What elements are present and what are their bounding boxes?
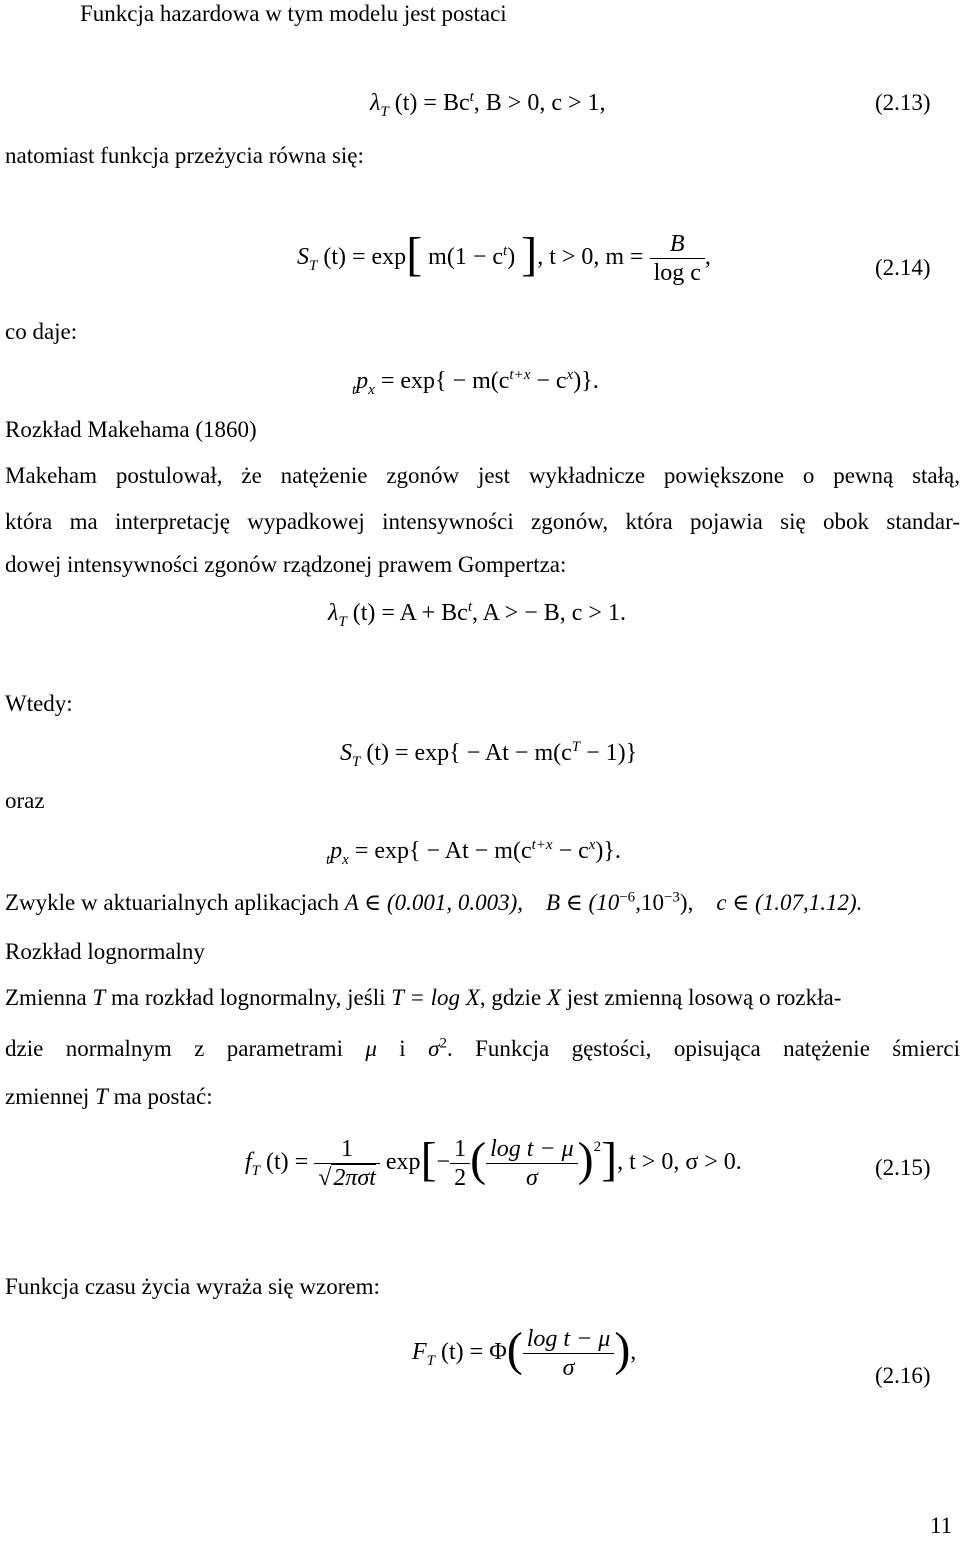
eq-p: p	[356, 368, 369, 394]
eq-p-sub: x	[342, 851, 349, 868]
makeham-line-3: dowej intensywności zgonów rządzonej prawem Gompertza:	[5, 552, 567, 577]
eq-left: (t) =	[260, 1149, 315, 1176]
fraction-standardized	[523, 1325, 615, 1382]
fraction-half	[450, 1135, 470, 1192]
eq-inner-end: )	[507, 244, 522, 271]
eq-end: )}.	[573, 368, 599, 394]
text: ma postać:	[107, 1084, 213, 1109]
zwykle-B-pre: B ∈ (10	[545, 890, 620, 915]
bracket-left: [	[420, 1133, 437, 1187]
frac-num: 1	[314, 1135, 380, 1164]
eq-end: − 1)}	[580, 740, 638, 766]
equation-makeham-hazard	[328, 598, 626, 628]
eq-p: p	[330, 838, 343, 864]
eq-S: S	[340, 740, 352, 766]
var-T: T	[92, 985, 106, 1010]
frac-num: B	[669, 231, 685, 257]
fraction-B-over-logc	[650, 230, 705, 287]
eq-exp: exp	[379, 1149, 421, 1176]
eq-cond: , t > 0, m =	[537, 244, 650, 271]
sup-2: 2	[439, 1035, 447, 1052]
lognormal-line-1	[5, 984, 960, 1012]
paren-right: )	[614, 1323, 631, 1377]
eq-F-sub: T	[426, 1352, 436, 1369]
text: jest zmienną losową o rozkła-	[560, 985, 842, 1010]
paren-right: )	[577, 1133, 594, 1187]
equation-2-15	[245, 1135, 742, 1192]
frac-den: σ	[525, 1165, 538, 1191]
text: zmiennej	[5, 1084, 96, 1109]
fraction-standardized	[486, 1135, 578, 1192]
eq-body: = exp{ − m(c	[374, 368, 510, 394]
eq-S-sub: T	[309, 257, 318, 274]
eq-S-sub: T	[352, 753, 361, 770]
eq-sup1: t+x	[509, 367, 531, 383]
var-sigma: σ	[428, 1036, 440, 1061]
equation-number-2-13: (2.13)	[875, 90, 931, 115]
paragraph-survival-intro: natomiast funkcja przeżycia równa się:	[5, 143, 364, 168]
eq-f-sub: T	[251, 1162, 261, 1179]
eq-body: (t) = Bc	[388, 90, 470, 116]
frac-den: σ	[562, 1355, 575, 1381]
eq-cond: , t > 0, σ > 0.	[617, 1149, 742, 1176]
eq-sup: t	[467, 599, 472, 615]
eq-lambda: λ	[370, 90, 381, 116]
eq-sup: 2	[593, 1139, 602, 1156]
eq-body: (t) = A + Bc	[346, 600, 468, 626]
frac-den: 2πσt	[333, 1165, 376, 1191]
var-X: X	[546, 985, 561, 1010]
text: ma rozkład lognormalny, jeśli	[105, 985, 392, 1010]
eq-sup2: x	[566, 367, 574, 383]
equation-2-16	[412, 1325, 636, 1382]
zwykle-B-end: ),	[679, 890, 694, 915]
frac-num: log t − μ	[486, 1135, 578, 1164]
var-mu: μ	[365, 1036, 377, 1061]
eq-left: (t) = Φ	[435, 1339, 507, 1366]
section-heading-lognormal: Rozkład lognormalny	[5, 939, 205, 964]
frac-num: 1	[450, 1135, 470, 1164]
eq-body: = exp{ − At − m(c	[348, 838, 532, 864]
frac-den: 2	[454, 1165, 467, 1191]
text: dzie normalnym z parametrami	[5, 1036, 366, 1061]
eq-sup1: t+x	[531, 837, 553, 853]
equation-tpx-gompertz	[352, 366, 599, 396]
zwykle-B-sup1: −6	[619, 889, 636, 906]
frac-den: log c	[653, 260, 701, 286]
page-number: 11	[930, 1513, 953, 1538]
bracket-left: [	[406, 228, 423, 282]
text: Zmienna	[5, 985, 93, 1010]
zwykle-A-range: A ∈ (0.001, 0.003),	[344, 890, 523, 915]
zwykle-text: Zwykle w aktuarialnych aplikacjach	[5, 890, 345, 915]
paragraph-funkcja-czasu: Funkcja czasu życia wyraża się wzorem:	[5, 1274, 380, 1299]
zwykle-B-sup2: −3	[663, 889, 680, 906]
fraction-normalizer	[314, 1135, 380, 1192]
eq-end: )}.	[595, 838, 621, 864]
eq-body: (t) = exp{ − At − m(c	[360, 740, 572, 766]
equation-2-13	[370, 88, 606, 118]
eq-comma: ,	[704, 244, 711, 271]
makeham-line-1: Makeham postulował, że natężenie zgonów jest wykładnicze powiększone o pewną stałą,	[5, 463, 960, 488]
eq-inner-sup: t	[503, 243, 508, 260]
eq-f: f	[245, 1149, 252, 1176]
text: , gdzie	[479, 985, 547, 1010]
eq-minus: −	[436, 1149, 451, 1176]
eq-pre: t	[326, 851, 331, 868]
zwykle-c-range: c ∈ (1.07,1.12).	[716, 890, 863, 915]
frac-num: log t − μ	[523, 1325, 615, 1354]
eq-sup2: x	[588, 837, 596, 853]
eq-lambda: λ	[328, 600, 339, 626]
paragraph-hazard-intro: Funkcja hazardowa w tym modelu jest postaci	[80, 1, 507, 26]
lognormal-line-3	[5, 1083, 213, 1111]
paragraph-zwykle	[5, 889, 862, 917]
eq-pre: t	[352, 381, 357, 398]
zwykle-B-mid: ,10	[635, 890, 664, 915]
eq-lambda-sub: T	[380, 103, 389, 120]
eq-comma: ,	[630, 1339, 637, 1366]
var-T: T	[95, 1084, 108, 1109]
paren-left: (	[506, 1323, 523, 1377]
eq-S: S	[297, 244, 309, 271]
bracket-right: ]	[601, 1133, 618, 1187]
paren-left: (	[470, 1133, 487, 1187]
equation-tpx-makeham	[326, 836, 621, 866]
eq-F: F	[412, 1339, 427, 1366]
paragraph-oraz: oraz	[5, 788, 45, 813]
paragraph-co-daje: co daje:	[5, 319, 78, 344]
eq-sup: T	[571, 739, 581, 755]
eq-lambda-sub: T	[338, 613, 347, 630]
makeham-line-2: która ma interpretację wypadkowej intensywności zgonów, która pojawia się obok standar-	[5, 509, 960, 534]
text: . Funkcja gęstości, opisująca natężenie śmierci	[446, 1036, 960, 1061]
text: i	[376, 1036, 429, 1061]
eq-p-sub: x	[368, 381, 375, 398]
equation-number-2-14: (2.14)	[875, 255, 931, 280]
paragraph-wtedy: Wtedy:	[5, 691, 73, 716]
equation-2-14	[297, 230, 711, 287]
eq-inner: m(1 − c	[422, 244, 504, 271]
eq-conditions: , B > 0, c > 1,	[473, 90, 606, 116]
frac-den-wrap: √2πσt	[318, 1165, 376, 1191]
equation-number-2-16: (2.16)	[875, 1363, 931, 1388]
equation-number-2-15: (2.15)	[875, 1155, 931, 1180]
eq-mid: − c	[552, 838, 589, 864]
equation-survival-makeham	[340, 738, 637, 768]
eq-mid: − c	[530, 368, 567, 394]
eq-rest: , A > − B, c > 1.	[472, 600, 626, 626]
eq-T-logX: T = log X	[391, 985, 480, 1010]
lognormal-line-2	[5, 1035, 960, 1063]
eq-left: (t) = exp	[317, 244, 407, 271]
eq-sup: t	[469, 89, 474, 105]
bracket-right: ]	[521, 228, 538, 282]
section-heading-makeham: Rozkład Makehama (1860)	[5, 417, 257, 442]
